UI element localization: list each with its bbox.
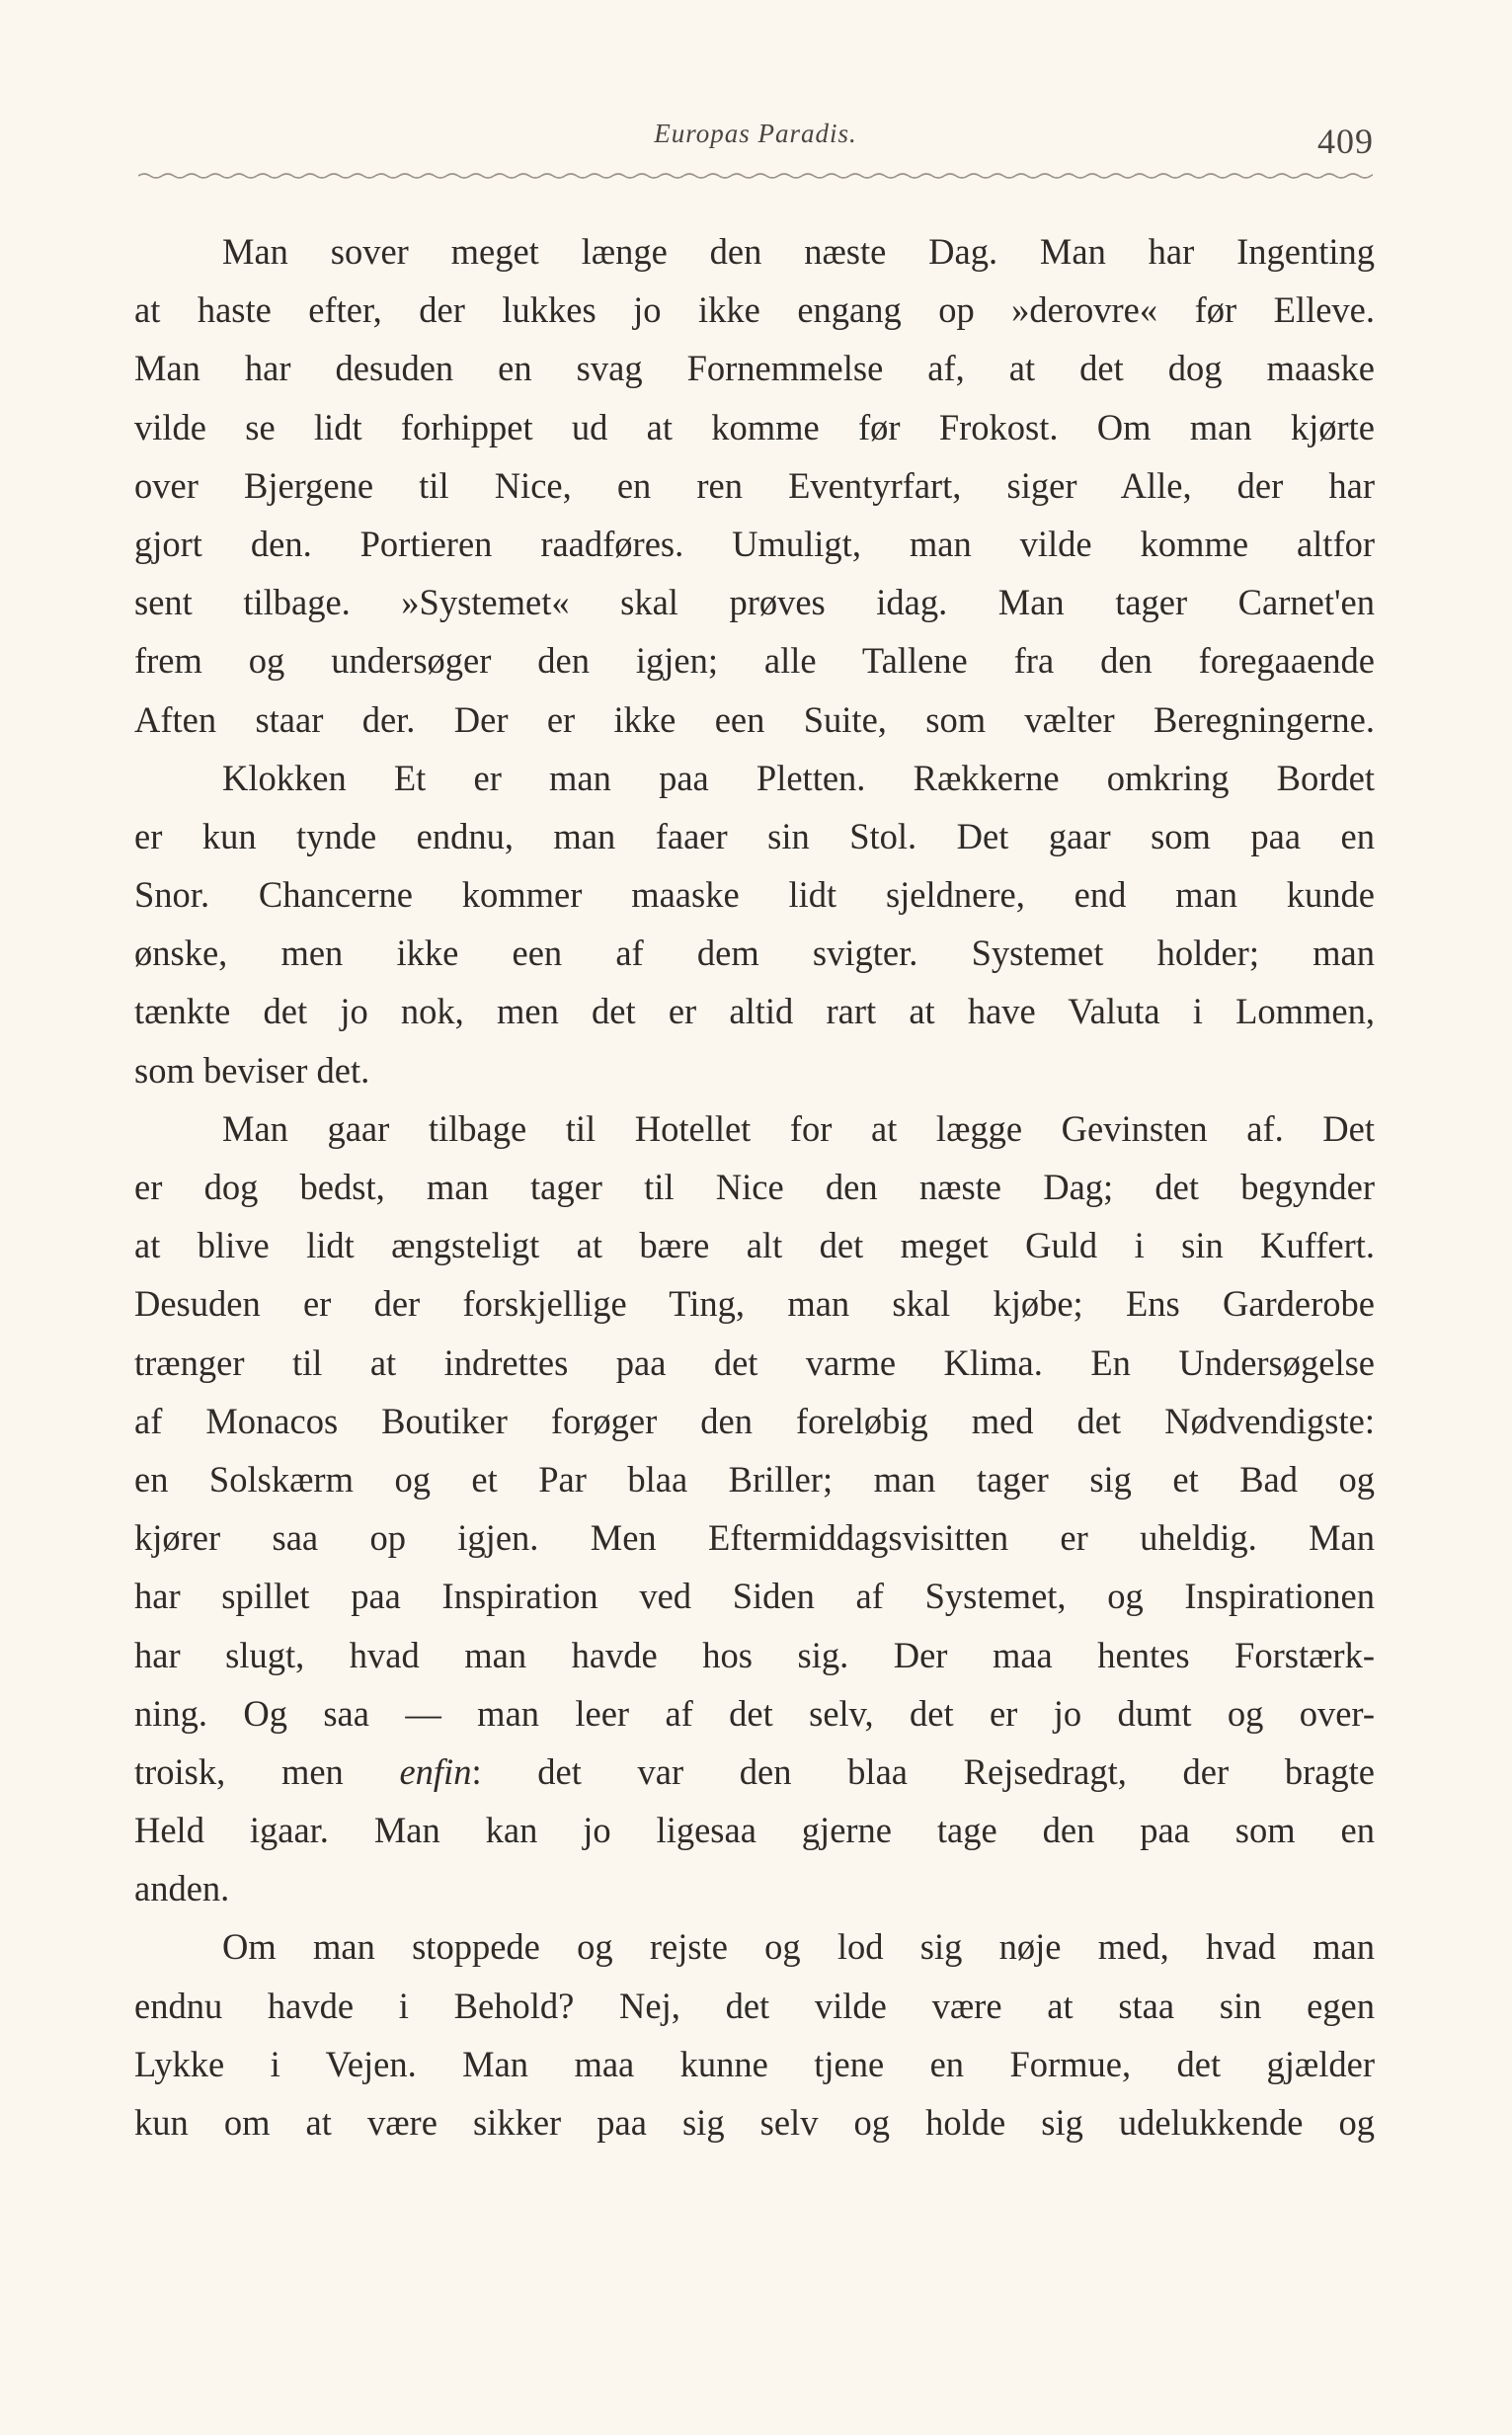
text-line: Klokken Et er man paa Pletten. Rækkerne omkring Bordet <box>222 757 1375 798</box>
text-line: Man har desuden en svag Fornemmelse af, at det dog maaske <box>134 348 1375 389</box>
text-line: Om man stoppede og rejste og lod sig nøje med, hvad man <box>222 1926 1375 1968</box>
text-line: er dog bedst, man tager til Nice den næste Dag; det begynder <box>134 1167 1375 1207</box>
italic-word: enfin <box>399 1750 472 1792</box>
text-line: er kun tynde endnu, man faaer sin Stol. Det gaar som paa en <box>134 815 1375 856</box>
text-line: Man gaar tilbage til Hotellet for at lægge Gevinsten af. Det <box>222 1107 1375 1149</box>
text-line: gjort den. Portieren raadføres. Umuligt, man vilde komme altfor <box>134 523 1375 564</box>
text-line: en Solskærm og et Par blaa Briller; man tager sig et Bad og <box>134 1458 1375 1500</box>
text-line: troisk, men enfin: det var den blaa Rejsedragt, der bragte <box>134 1750 1376 1792</box>
running-title: Europas Paradis. <box>654 119 857 148</box>
text-line: sent tilbage. »Systemet« skal prøves idag. Man tager Carnet'en <box>134 582 1375 623</box>
text-line: Lykke i Vejen. Man maa kunne tjene en Formue, det gjælder <box>134 2043 1375 2084</box>
text-line: endnu havde i Behold? Nej, det vilde være at staa sin egen <box>134 1985 1375 2026</box>
text-line: som beviser det. <box>134 1049 370 1091</box>
text-line: anden. <box>134 1868 230 1909</box>
text-line: kun om at være sikker paa sig selv og holde sig udelukkende og <box>134 2102 1375 2143</box>
running-head <box>0 111 1512 170</box>
text-line: Aften staar der. Der er ikke een Suite, som vælter Beregningerne. <box>134 698 1375 740</box>
wavy-rule-ornament <box>138 166 1373 186</box>
text-line: af Monacos Boutiker forøger den foreløbig med det Nødvendigste: <box>134 1400 1375 1441</box>
text-line: trænger til at indrettes paa det varme Klima. En Undersøgelse <box>134 1341 1375 1383</box>
text-line: at blive lidt ængsteligt at bære alt det meget Guld i sin Kuffert. <box>134 1225 1375 1266</box>
text-line: Man sover meget længe den næste Dag. Man har Ingenting <box>222 231 1375 272</box>
text-line: frem og undersøger den igjen; alle Tallene fra den foregaaende <box>134 640 1375 682</box>
text-line: Desuden er der forskjellige Ting, man skal kjøbe; Ens Garderobe <box>134 1283 1375 1325</box>
text-line: Snor. Chancerne kommer maaske lidt sjeldnere, end man kunde <box>134 874 1375 916</box>
text-line: vilde se lidt forhippet ud at komme før Frokost. Om man kjørte <box>134 406 1375 447</box>
text-line: kjører saa op igjen. Men Eftermiddagsvisitten er uheldig. Man <box>134 1517 1375 1559</box>
text-line: Held igaar. Man kan jo ligesaa gjerne tage den paa som en <box>134 1810 1375 1851</box>
text-line: at haste efter, der lukkes jo ikke engang op »derovre« før Elleve. <box>134 289 1375 331</box>
text-line: ønske, men ikke een af dem svigter. Systemet holder; man <box>134 933 1375 974</box>
text-line: ning. Og saa — man leer af det selv, det er jo dumt og over- <box>134 1692 1375 1734</box>
text-line: tænkte det jo nok, men det er altid rart at have Valuta i Lommen, <box>134 991 1375 1032</box>
body-text <box>134 222 1375 2151</box>
text-line: over Bjergene til Nice, en ren Eventyrfart, siger Alle, der har <box>134 464 1375 506</box>
text-line: har slugt, hvad man havde hos sig. Der maa hentes Forstærk- <box>134 1634 1375 1675</box>
page-number: 409 <box>1317 122 1374 161</box>
text-line: har spillet paa Inspiration ved Siden af Systemet, og Inspirationen <box>134 1576 1375 1617</box>
